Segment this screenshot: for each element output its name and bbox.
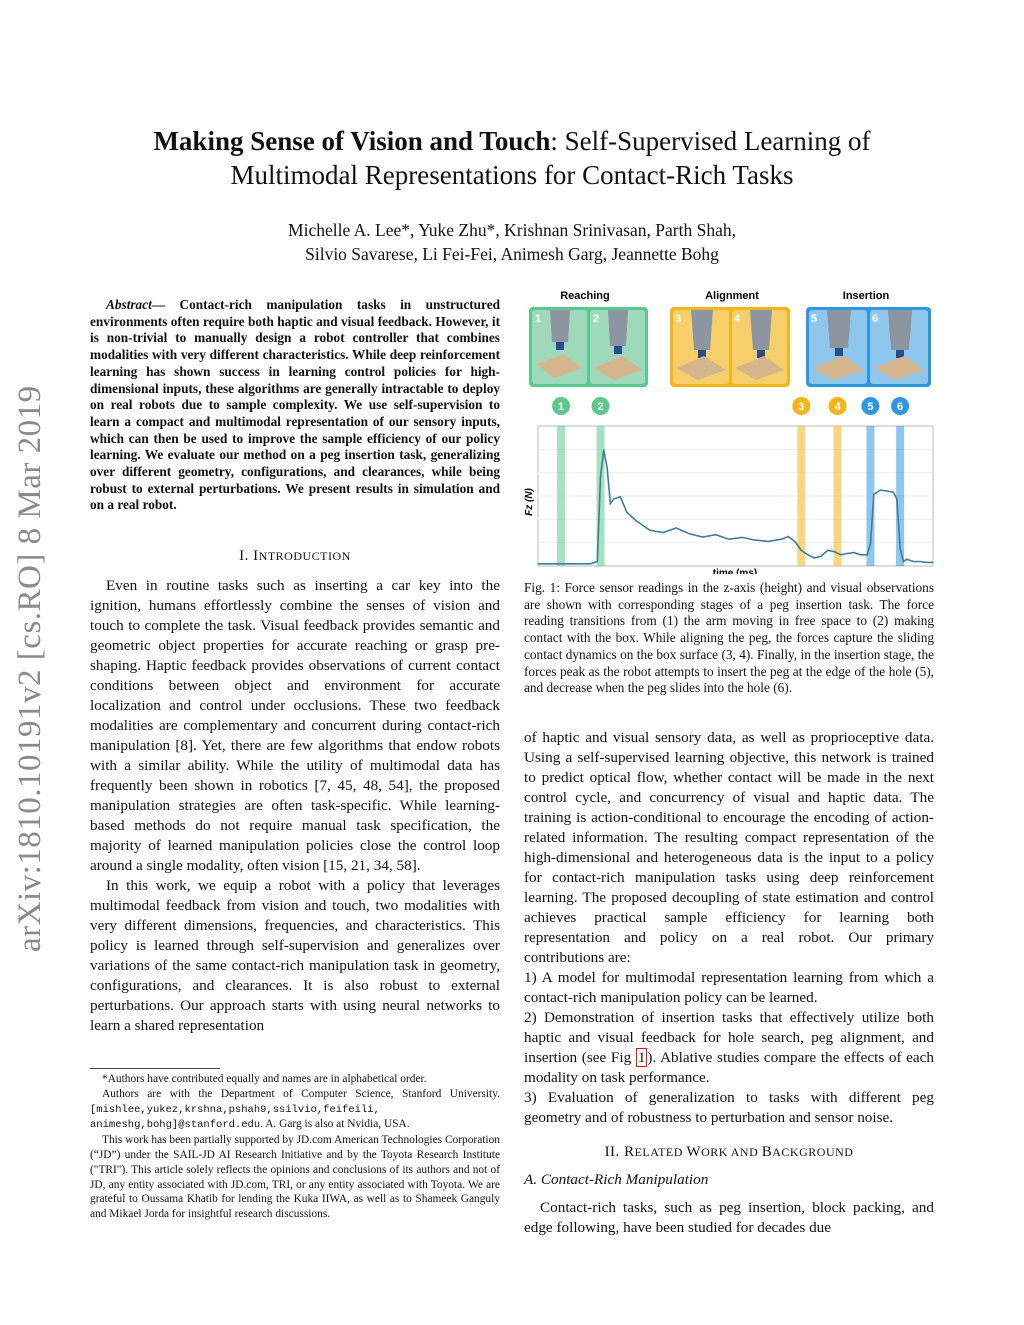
force-point xyxy=(597,561,598,562)
force-point xyxy=(932,562,933,563)
force-point xyxy=(544,563,545,564)
force-point xyxy=(840,554,841,555)
insertion-photos xyxy=(806,307,931,387)
footnote-rule xyxy=(90,1068,220,1069)
footnote-equal-contribution: *Authors have contributed equally and names are in alphabetical order. xyxy=(102,1073,427,1085)
force-point xyxy=(613,498,614,499)
authors-line-1: Michelle A. Lee*, Yuke Zhu*, Krishnan Srinivasan, Parth Shah, xyxy=(288,220,736,240)
force-point xyxy=(603,449,604,450)
panel-number-1: 1 xyxy=(535,313,542,325)
stage-band-1 xyxy=(557,426,565,566)
force-point xyxy=(551,563,552,564)
alignment-photos xyxy=(670,307,790,387)
force-point xyxy=(814,557,815,558)
section-title-part: ACKGROUND xyxy=(772,1145,854,1159)
force-point xyxy=(903,561,904,562)
force-point xyxy=(607,467,608,468)
force-chart xyxy=(524,397,934,574)
figure-1 xyxy=(524,284,936,574)
force-point xyxy=(886,490,887,491)
abstract-label: Abstract xyxy=(106,297,152,312)
title-rest: : Self-Supervised Learning of xyxy=(550,126,871,156)
stage-label-reaching: Reaching xyxy=(560,290,610,302)
force-point xyxy=(788,536,789,537)
figure-1-caption: Fig. 1: Force sensor readings in the z-axis (height) and visual observations are shown with corresponding stages of a peg insertion task. The force reading transitions from (1) the arm moving in free space to (2) making contact with the box. While aligning the peg, the forces capture the sliding contact dynamics on the box surface (3, 4). Finally, in the insertion stage, the forces peak as the robot attempts to insert the peg at the edge of the hole (5), and decrease when the peg slides into the hole (6). xyxy=(524,580,934,696)
peg-icon xyxy=(614,346,622,354)
intro-body xyxy=(90,576,500,1036)
section-heading-introduction xyxy=(90,548,500,565)
force-point xyxy=(873,494,874,495)
robot-arm-icon xyxy=(550,310,570,342)
force-point xyxy=(870,543,871,544)
peg-icon xyxy=(556,342,564,350)
y-axis-label: Fz (N) xyxy=(524,488,535,516)
contribution-1: 1) A model for multimodal representation learning from which a contact-rich manipulation policy can be learned. xyxy=(524,969,934,1006)
force-point xyxy=(834,551,835,552)
right-paragraph-1: of haptic and visual sensory data, as well as proprioceptive data. Using a self-supervised learning objective, this network is trained to predict optical flow, whether contact will be made in the next control cycle, and concurrency of visual and haptic data. The training is action-conditional to encourage the encoding of action-related information. The resulting compact representation of the high-dimensional and heterogeneous data is the input to a policy for contact-rich manipulation tasks using deep reinforcement learning. The proposed decoupling of state estimation and control achieves practical sample efficiency for learning both representation and policy on a real robot. Our primary contributions are: xyxy=(524,729,934,966)
author-list xyxy=(90,218,934,266)
panel-number-3: 3 xyxy=(675,313,682,325)
author-emails[interactable]: [mishlee,yukez,krshna,pshah9,ssilvio,feifeili, animeshg,bohg]@stanford.edu xyxy=(90,1103,380,1132)
force-point xyxy=(919,561,920,562)
force-point xyxy=(899,548,900,549)
panel-number-4: 4 xyxy=(734,313,741,325)
force-point xyxy=(807,554,808,555)
force-point xyxy=(662,532,663,533)
contribution-list xyxy=(524,968,934,1128)
footnotes xyxy=(90,1068,500,1222)
force-point xyxy=(728,539,729,540)
robot-arm-icon xyxy=(691,310,713,350)
force-point xyxy=(880,489,881,490)
stage-marker-label-3: 3 xyxy=(798,401,805,413)
section-number: I. xyxy=(239,548,254,564)
force-point xyxy=(564,563,565,564)
stage-marker-label-1: 1 xyxy=(557,401,565,413)
force-point xyxy=(893,492,894,493)
robot-arm-icon xyxy=(750,310,772,350)
force-point xyxy=(913,561,914,562)
force-point xyxy=(676,527,677,528)
peg-icon xyxy=(835,348,843,356)
force-point xyxy=(794,541,795,542)
right-paragraph-last: Contact-rich tasks, such as peg insertion, block packing, and edge following, have been studied for decades due xyxy=(524,1199,934,1236)
force-point xyxy=(620,496,621,497)
force-point xyxy=(906,559,907,560)
stage-band-4 xyxy=(834,426,842,566)
figure-reference-link[interactable]: 1 xyxy=(637,1049,646,1066)
force-point xyxy=(926,562,927,563)
stage-label-alignment: Alignment xyxy=(705,290,759,302)
title-bold: Making Sense of Vision and Touch xyxy=(153,126,551,156)
panel-number-6: 6 xyxy=(872,313,879,325)
force-point xyxy=(636,521,637,522)
force-point xyxy=(600,476,601,477)
panel-number-2: 2 xyxy=(593,313,600,325)
title-line-2: Multimodal Representations for Contact-Rich Tasks xyxy=(230,160,794,190)
stage-marker-label-2: 2 xyxy=(597,401,604,413)
section-number: II. xyxy=(604,1144,625,1160)
figure-1-graphic xyxy=(524,284,936,574)
intro-paragraph-1: Even in routine tasks such as inserting a car key into the ignition, humans effortlessly combine the senses of vision and touch to complete the task. Visual feedback provides semantic and geometric object properties for accurate reaching or grasp pre-shaping. Haptic feedback provides observations of current contact conditions between object and environment for accurate localization and control under occlusions. These two feedback modalities are complementary and concurrent during contact-rich manipulation [8]. Yet, there are few algorithms that endow robots with a similar ability. While the utility of multimodal data has frequently been shown in robotics [7, 45, 48, 54], the proposed manipulation strategies are often task-specific. While learning-based methods do not require manual task specification, the majority of learned manipulation policies close the control loop around a single modality, often vision [15, 21, 34, 58]. xyxy=(90,577,500,874)
paper-title xyxy=(90,124,934,192)
section-heading-related-work xyxy=(524,1142,934,1162)
force-point xyxy=(590,563,591,564)
section-initial: W xyxy=(686,1144,702,1160)
force-point xyxy=(702,536,703,537)
force-point xyxy=(847,553,848,554)
force-point xyxy=(741,537,742,538)
footnote-affiliation xyxy=(90,1087,500,1133)
section-title-rest: NTRODUCTION xyxy=(258,549,351,563)
abstract-text: — Contact-rich manipulation tasks in unstructured environments often require both haptic and visual feedback. However, it is non-trivial to manually design a robot controller that combines modalities with very different characteristics. While deep reinforcement learning has shown success in learning control policies for high-dimensional inputs, these algorithms are generally intractable to deploy on real robots due to sample complexity. We use self-supervision to learn a compact and multimodal representation of our sensory inputs, which can then be used to improve the sample efficiency of our policy learning. We evaluate our method on a peg insertion task, generalizing over different geometry, configurations, and clearances, while being robust to external perturbations. We present results in simulation and on a real robot. xyxy=(90,297,500,513)
affiliation-text: Authors are with the Department of Computer Science, Stanford University. xyxy=(102,1087,500,1100)
force-point xyxy=(781,539,782,540)
intro-paragraph-2: In this work, we equip a robot with a policy that leverages multimodal feedback from vision and touch, two modalities with very different dimensions, frequencies, and characteristics. This policy is learned through self-supervision and generalizes over variations of the same contact-rich manipulation task in geometry, configurations, and clearances. It is also robust to external perturbations. Our approach starts with using neural networks to learn a shared representation xyxy=(90,877,500,1034)
force-point xyxy=(896,498,897,499)
force-point xyxy=(801,550,802,551)
contribution-2-tail: ). Ablative studies compare the effects of each modality on task performance. xyxy=(524,1049,935,1086)
force-point xyxy=(715,534,716,535)
authors-line-2: Silvio Savarese, Li Fei-Fei, Animesh Garg, Jeannette Bohg xyxy=(305,244,719,264)
section-initial: I xyxy=(253,548,259,564)
reaching-photos xyxy=(529,307,648,387)
section-initial: R xyxy=(624,1144,635,1160)
force-point xyxy=(689,533,690,534)
force-point xyxy=(867,554,868,555)
force-point xyxy=(853,552,854,553)
force-point xyxy=(626,512,627,513)
robot-arm-icon xyxy=(888,310,912,350)
robot-arm-icon xyxy=(608,310,628,346)
force-point xyxy=(755,539,756,540)
contribution-2 xyxy=(524,1008,934,1088)
contribution-2-text: 2) Demonstration of insertion tasks that effectively utilize both haptic and visual feedback for hole search, peg alignment, and insertion (see Fig xyxy=(524,1009,934,1066)
arxiv-identifier: arXiv:1810.10191v2 [cs.RO] 8 Mar 2019 xyxy=(12,385,48,952)
stage-band-3 xyxy=(797,426,805,566)
stage-marker-label-4: 4 xyxy=(834,401,841,413)
stage-marker-label-6: 6 xyxy=(897,401,904,413)
force-point xyxy=(537,563,538,564)
force-point xyxy=(583,563,584,564)
right-column-body xyxy=(524,728,934,1238)
force-point xyxy=(557,563,558,564)
robot-arm-icon xyxy=(827,310,851,348)
contribution-3: 3) Evaluation of generalization to tasks with different peg geometry and of robustness to perturbation and sensor noise. xyxy=(524,1089,934,1126)
force-point xyxy=(827,550,828,551)
section-title-part: ELATED xyxy=(634,1145,687,1159)
section-initial: B xyxy=(761,1144,773,1160)
abstract xyxy=(90,297,500,514)
force-point xyxy=(577,563,578,564)
affiliation-note: . A. Garg is also at Nvidia, USA. xyxy=(260,1118,410,1131)
force-point xyxy=(610,503,611,504)
force-point xyxy=(649,530,650,531)
force-point xyxy=(820,556,821,557)
section-title-part: ORK AND xyxy=(701,1145,762,1159)
force-point xyxy=(860,554,861,555)
x-axis-label: time (ms) xyxy=(712,568,758,574)
footnote-funding: This work has been partially supported by JD.com American Technologies Corporation (“JD”) under the SAIL-JD AI Research Initiative and by the Toyota Research Institute ("TRI"). This article solely reflects the opinions and conclusions of its authors and not of JD, any entity associated with JD.com, TRI, or any entity associated with Toyota. We are grateful to Oussama Khatib for lending the Kuka IIWA, as well as to Shameek Ganguly and Mikael Jorda for insightful research discussions. xyxy=(90,1134,500,1221)
subsection-heading: A. Contact-Rich Manipulation xyxy=(524,1171,709,1188)
force-point xyxy=(570,563,571,564)
panel-number-5: 5 xyxy=(811,313,818,325)
stage-label-insertion: Insertion xyxy=(842,290,890,302)
force-point xyxy=(768,541,769,542)
stage-marker-label-5: 5 xyxy=(867,401,874,413)
stage-markers xyxy=(552,397,909,415)
